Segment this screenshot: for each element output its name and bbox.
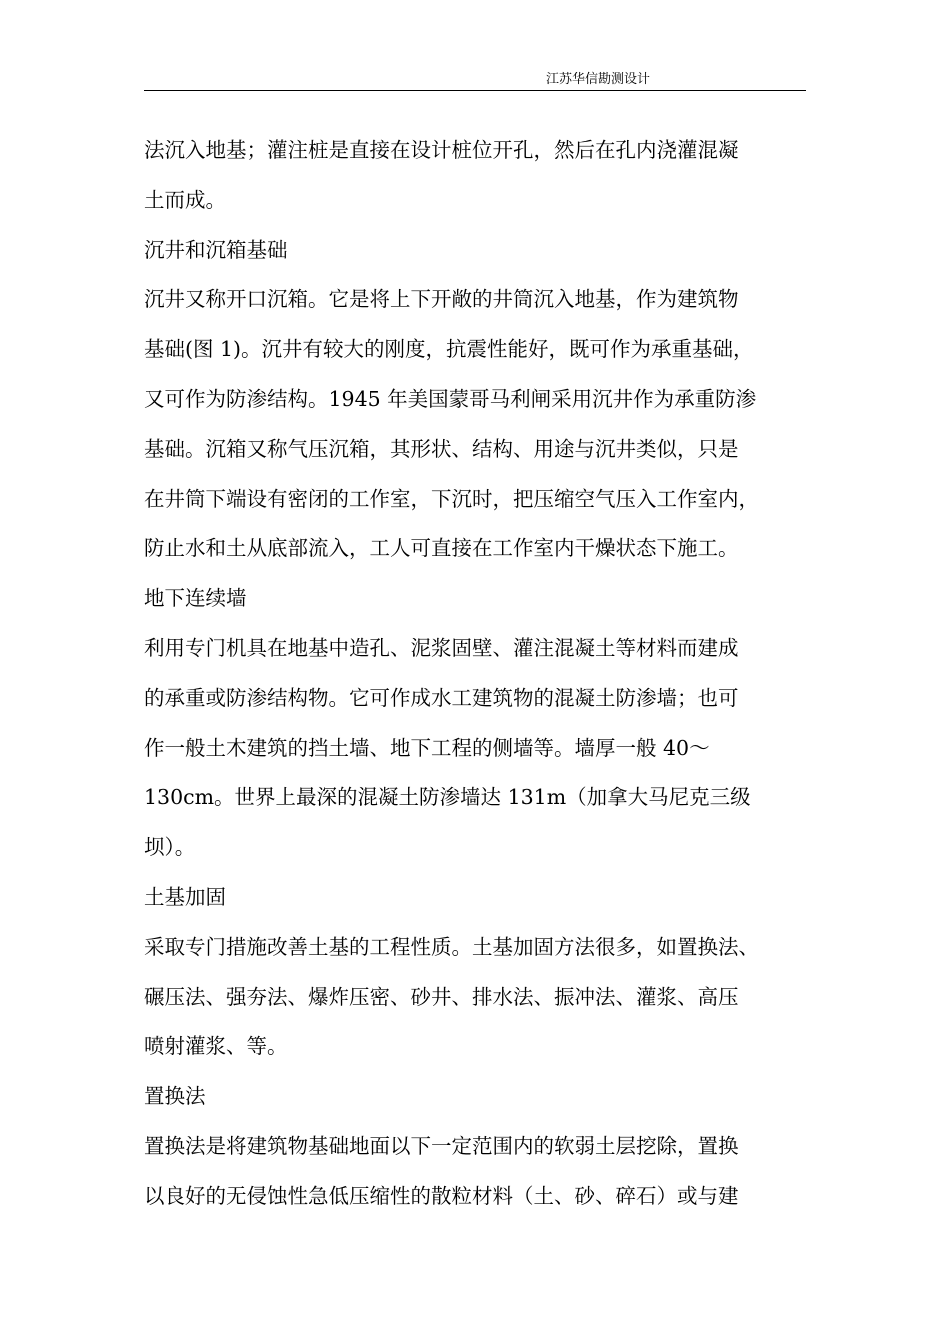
text-line: 利用专门机具在地基中造孔、泥浆固壁、灌注混凝土等材料而建成: [144, 635, 739, 660]
text-line: 的承重或防渗结构物。它可作成水工建筑物的混凝土防渗墙；也可: [144, 685, 739, 710]
text-line: 作一般土木建筑的挡土墙、地下工程的侧墙等。墙厚一般 40～: [144, 735, 710, 760]
text-line: 防止水和土从底部流入，工人可直接在工作室内干燥状态下施工。: [144, 536, 739, 561]
text-line: 法沉入地基；灌注桩是直接在设计桩位开孔，然后在孔内浇灌混凝: [144, 138, 739, 162]
document-body: [144, 126, 824, 1222]
text-line: 又可作为防渗结构。1945 年美国蒙哥马利闸采用沉井作为承重防渗: [144, 386, 757, 411]
text-line: 基础。沉箱又称气压沉箱，其形状、结构、用途与沉井类似，只是: [144, 436, 739, 461]
section-heading: 土基加固: [144, 884, 226, 909]
section-heading: 沉井和沉箱基础: [144, 237, 288, 262]
text-line: 沉井又称开口沉箱。它是将上下开敞的井筒沉入地基，作为建筑物: [144, 287, 739, 312]
text-line: 以良好的无侵蚀性急低压缩性的散粒材料（土、砂、碎石）或与建: [144, 1183, 739, 1208]
text-line: 坝）。: [144, 835, 196, 860]
text-line: 采取专门措施改善土基的工程性质。土基加固方法很多，如置换法、: [144, 934, 759, 959]
text-line: 130cm。世界上最深的混凝土防渗墙达 131m（加拿大马尼克三级: [144, 785, 751, 810]
text-line: 置换法是将建筑物基础地面以下一定范围内的软弱土层挖除，置换: [144, 1133, 739, 1158]
text-line: 基础(图 1)。沉井有较大的刚度，抗震性能好，既可作为承重基础，: [144, 337, 754, 362]
section-heading: 置换法: [144, 1084, 206, 1109]
page-header: [144, 64, 806, 91]
header-title: 江苏华信勘测设计: [545, 72, 650, 87]
text-line: 碾压法、强夯法、爆炸压密、砂井、排水法、振冲法、灌浆、高压: [144, 984, 739, 1009]
section-heading: 地下连续墙: [144, 586, 247, 611]
text-line: 土而成。: [144, 187, 226, 212]
text-line: 喷射灌浆、等。: [144, 1034, 288, 1059]
text-line: 在井筒下端设有密闭的工作室，下沉时，把压缩空气压入工作室内，: [144, 486, 759, 511]
